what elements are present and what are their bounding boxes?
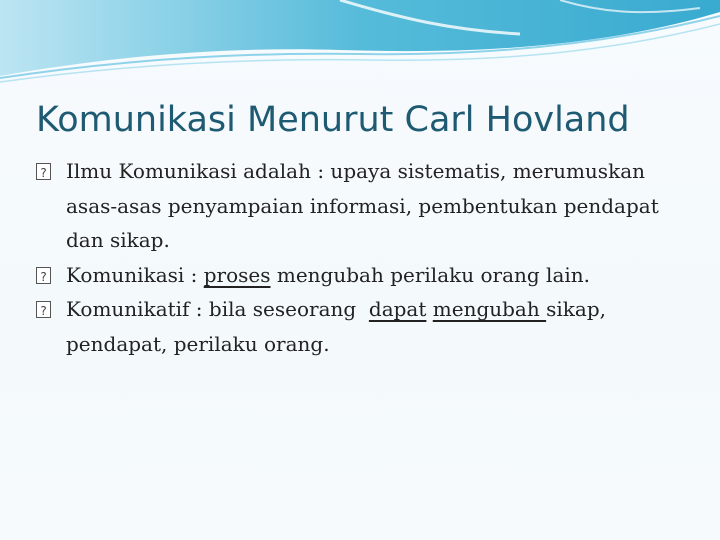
bullet-text-before: Komunikasi : (66, 262, 204, 287)
bullet-glyph-icon (36, 301, 51, 318)
bullet-text-after: mengubah perilaku orang lain. (270, 262, 590, 287)
bullet-item (36, 258, 686, 293)
underlined-term: mengubah (432, 297, 547, 322)
bullet-glyph-icon (36, 163, 51, 180)
bullet-item (36, 154, 686, 258)
slide-title: Komunikasi Menurut Carl Hovland (36, 100, 630, 140)
underlined-term: dapat (368, 297, 427, 322)
bullet-list (36, 154, 686, 362)
bullet-glyph-icon (36, 267, 51, 284)
bullet-item (36, 292, 686, 361)
bullet-text: Ilmu Komunikasi adalah : upaya sistematis, merumuskan asas-asas penyampaian informasi, pembentukan pendapat dan sikap. (66, 159, 659, 253)
header-wave-decoration (0, 0, 720, 90)
underlined-term: proses (203, 262, 271, 287)
bullet-text-after: sikap, pendapat, perilaku orang. (66, 297, 606, 356)
bullet-text-before: Komunikatif : bila seseorang (66, 297, 369, 322)
